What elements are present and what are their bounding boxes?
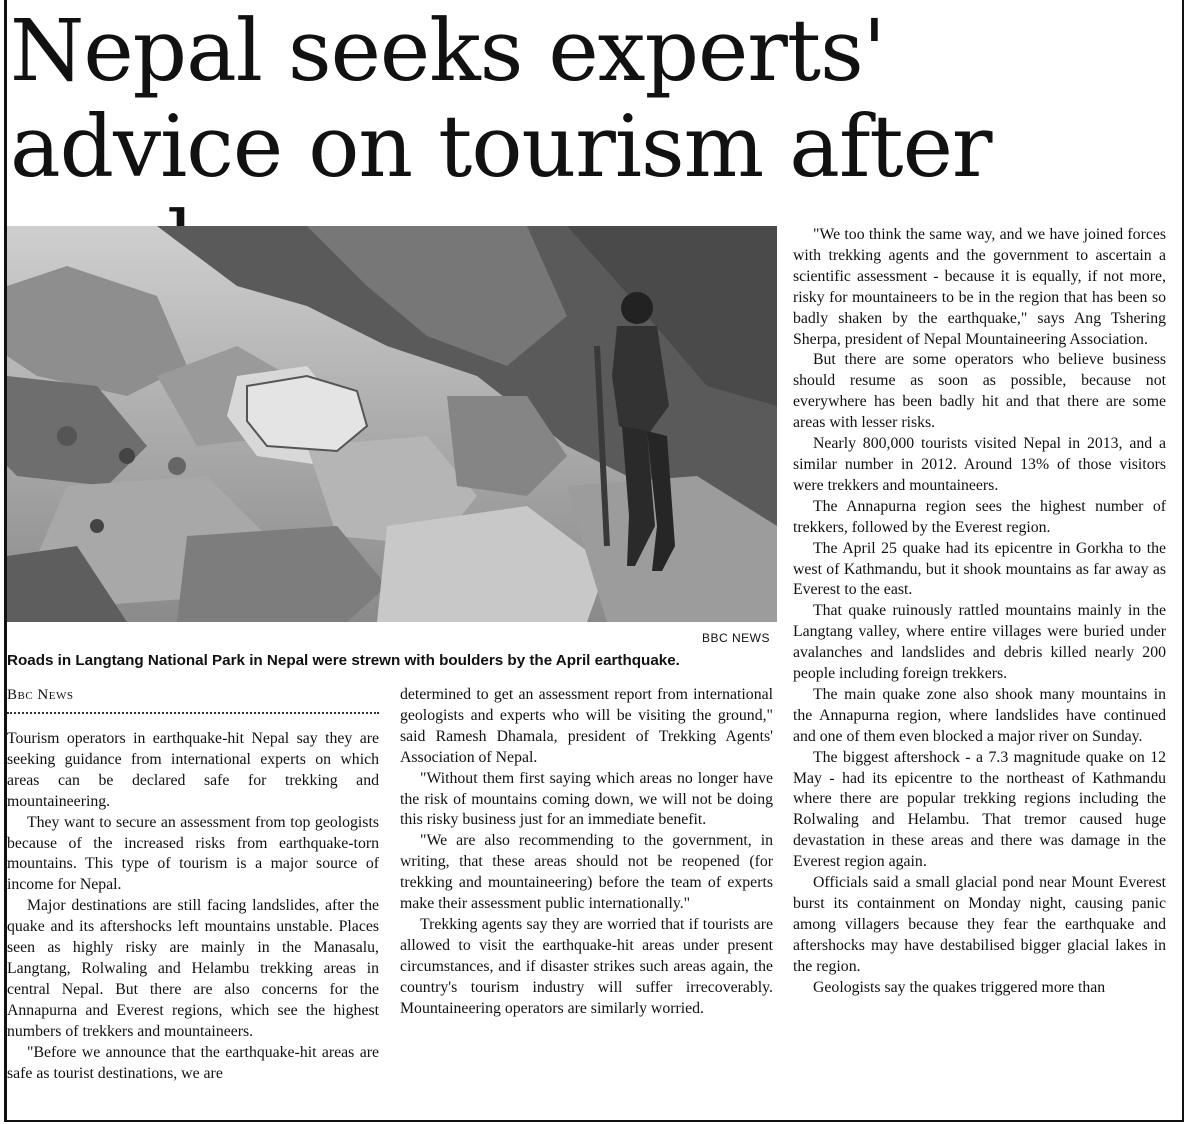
paragraph: But there are some operators who believe business should resume as soon as possible, because not everywhere has been badly hit and that there are some areas with lesser risks. — [793, 351, 1166, 432]
paragraph: Tourism operators in earthquake-hit Nepal say they are seeking guidance from international experts on which areas can be declared safe for trekking and mountaineering. — [7, 730, 379, 810]
headline: Nepal seeks experts' advice on tourism after — [10, 2, 992, 197]
paragraph: Geologists say the quakes triggered more than — [813, 978, 1106, 996]
paragraph: That quake ruinously rattled mountains mainly in the Langtang valley, where entire villages were buried under avalanches and landslides and debris killed nearly 200 people including foreign trekkers. — [793, 602, 1166, 683]
byline-divider — [7, 712, 379, 714]
news-photo — [7, 226, 777, 622]
photo-caption: Roads in Langtang National Park in Nepal were strewn with boulders by the April earthquake. — [7, 652, 680, 669]
paragraph: Officials said a small glacial pond near Mount Everest burst its containment on Monday night, causing panic among villagers because they fear the earthquake and aftershocks may have destabilised bigger glacial lakes in the region. — [793, 874, 1166, 975]
boulders-photo-illustration — [7, 226, 777, 622]
article-column-1 — [7, 729, 379, 1084]
paragraph: "Before we announce that the earthquake-hit areas are safe as tourist destinations, we are — [7, 1043, 379, 1082]
paragraph: Trekking agents say they are worried that if tourists are allowed to visit the earthquake-hit areas under present circumstances, and if disaster strikes such areas again, the country's tourism industry will suffer irrecoverably. Mountaineering operators are similarly worried. — [400, 915, 773, 1017]
byline: Bbc News — [7, 687, 74, 703]
paragraph: The April 25 quake had its epicentre in Gorkha to the west of Kathmandu, but it shook mountains as far away as Everest to the east. — [793, 539, 1166, 599]
article-column-2 — [400, 685, 773, 1020]
paragraph: "We are also recommending to the government, in writing, that these areas should not be reopened (for trekking and mountaineering) before the team of experts make their assessment public internationally." — [400, 832, 773, 913]
paragraph: determined to get an assessment report from international geologists and experts who will be visiting the ground," said Ramesh Dhamala, president of Trekking Agents' Association of Nepal. — [400, 686, 773, 766]
paragraph: They want to secure an assessment from top geologists because of the increased risks from earthquake-torn mountains. This type of tourism is a major source of income for Nepal. — [7, 813, 379, 894]
paragraph: "Without them first saying which areas no longer have the risk of mountains coming down, we will not be doing this risky business just for an immediate benefit. — [400, 769, 773, 829]
paragraph: Nearly 800,000 tourists visited Nepal in 2013, and a similar number in 2012. Around 13% of those visitors were trekkers and mountaineers. — [793, 435, 1166, 494]
paragraph: The main quake zone also shook many mountains in the Annapurna region, where landslides have continued and one of them even blocked a major river on Sunday. — [793, 685, 1166, 745]
paragraph: "We too think the same way, and we have joined forces with trekking agents and the government to ascertain a scientific assessment - because it is equally, if not more, risky for mountaineers to be in the region that has been so badly shaken by the earthquake," says Ang Tshering Sherpa, president of Nepal Mountaineering Association. — [793, 226, 1166, 348]
paragraph: The Annapurna region sees the highest number of trekkers, followed by the Everest region. — [793, 497, 1166, 536]
photo-credit: BBC NEWS — [701, 631, 770, 645]
paragraph: Major destinations are still facing landslides, after the quake and its aftershocks left mountains unstable. Places seen as highly risky are mainly in the Manasalu, Langtang, Rolwaling and Helambu trekking areas in central Nepal. But there are also concerns for the Annapurna and Everest regions, which see the highest numbers of trekkers and mountaineers. — [7, 897, 379, 1040]
article-column-3 — [793, 225, 1166, 999]
paragraph: The biggest aftershock - a 7.3 magnitude quake on 12 May - had its epicentre to the northeast of Kathmandu where there are popular trekking regions including the Rolwaling and Helambu. That tremor caused huge devastation in these areas and there was damage in the Everest region again. — [793, 748, 1166, 871]
